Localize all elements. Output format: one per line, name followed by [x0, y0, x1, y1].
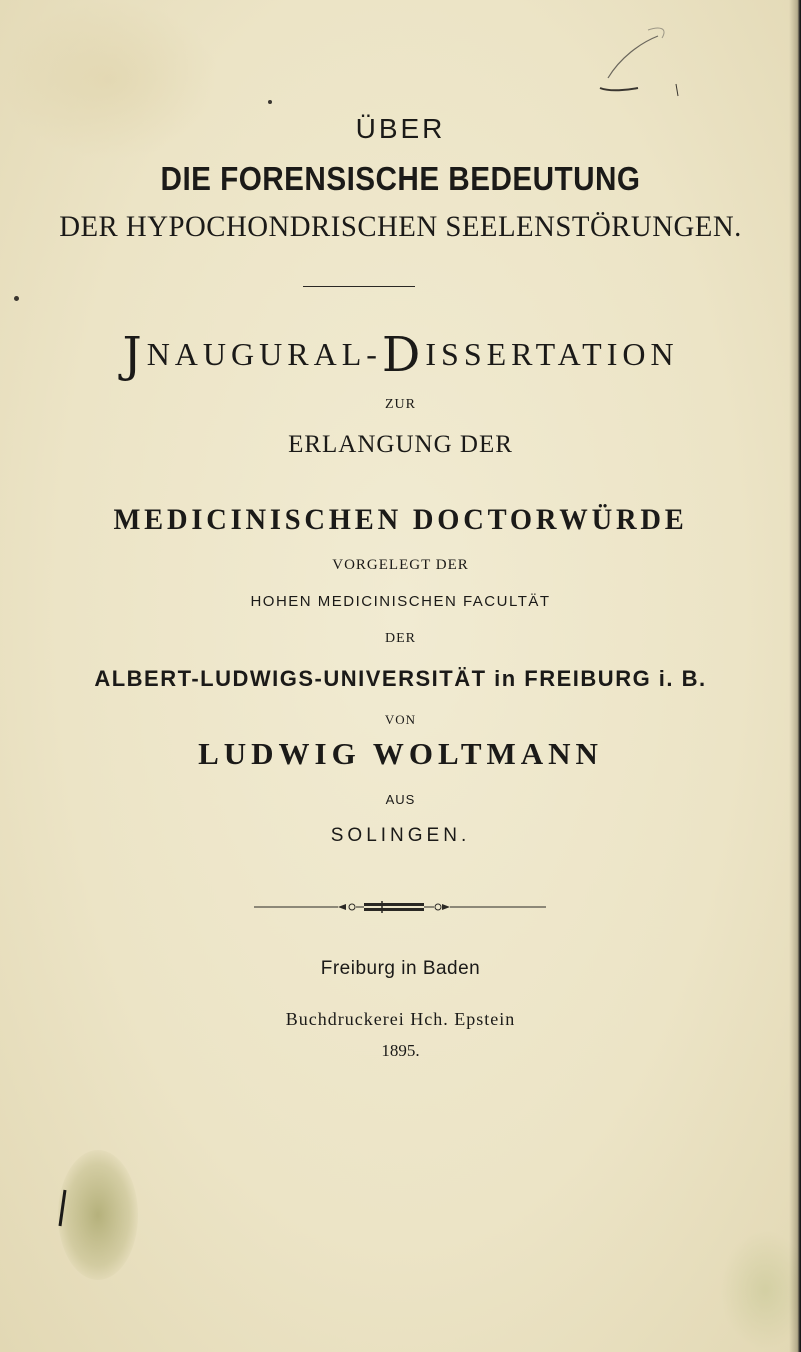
aus-line: AUS — [385, 792, 416, 807]
sub-title: DER HYPOCHONDRISCHEN SEELENSTÖRUNGEN. — [59, 210, 742, 243]
ink-dot — [268, 100, 272, 104]
erlangung-line: ERLANGUNG DER — [288, 431, 513, 458]
main-title: DIE FORENSISCHE BEDEUTUNG — [160, 160, 641, 197]
ink-dot — [14, 296, 19, 301]
ueber-line: ÜBER — [355, 113, 446, 144]
pencil-mark-icon — [580, 18, 700, 108]
page-edge — [789, 0, 801, 1352]
zur-line: ZUR — [385, 397, 416, 412]
paper-stain — [58, 1150, 138, 1280]
dissertation-heading-part-2: ISSERTATION — [425, 336, 679, 372]
faculty-line: HOHEN MEDICINISCHEN FACULTÄT — [250, 593, 551, 610]
von-line: VON — [384, 712, 417, 727]
author-name: LUDWIG WOLTMANN — [198, 736, 603, 771]
der-line: DER — [385, 631, 416, 646]
vorgelegt-line: VORGELEGT DER — [332, 557, 469, 573]
imprint-printer: Buchdruckerei Hch. Epstein — [285, 1009, 516, 1029]
imprint-place: Freiburg in Baden — [320, 958, 481, 979]
initial-letter-j: J — [122, 327, 147, 383]
initial-letter-d: D — [381, 327, 426, 383]
imprint-year: 1895. — [381, 1041, 420, 1060]
doctorate-line: MEDICINISCHEN DOCTORWÜRDE — [113, 503, 688, 536]
university-line: ALBERT-LUDWIGS-UNIVERSITÄT in FREIBURG i. B. — [94, 666, 707, 691]
dissertation-heading-part-1: NAUGURAL- — [146, 336, 382, 372]
margin-mark-icon — [56, 1188, 70, 1228]
hometown-line: SOLINGEN. — [330, 825, 471, 846]
printer-ornament-icon — [254, 900, 546, 914]
title-divider — [303, 286, 415, 287]
dissertation-heading — [0, 327, 801, 383]
